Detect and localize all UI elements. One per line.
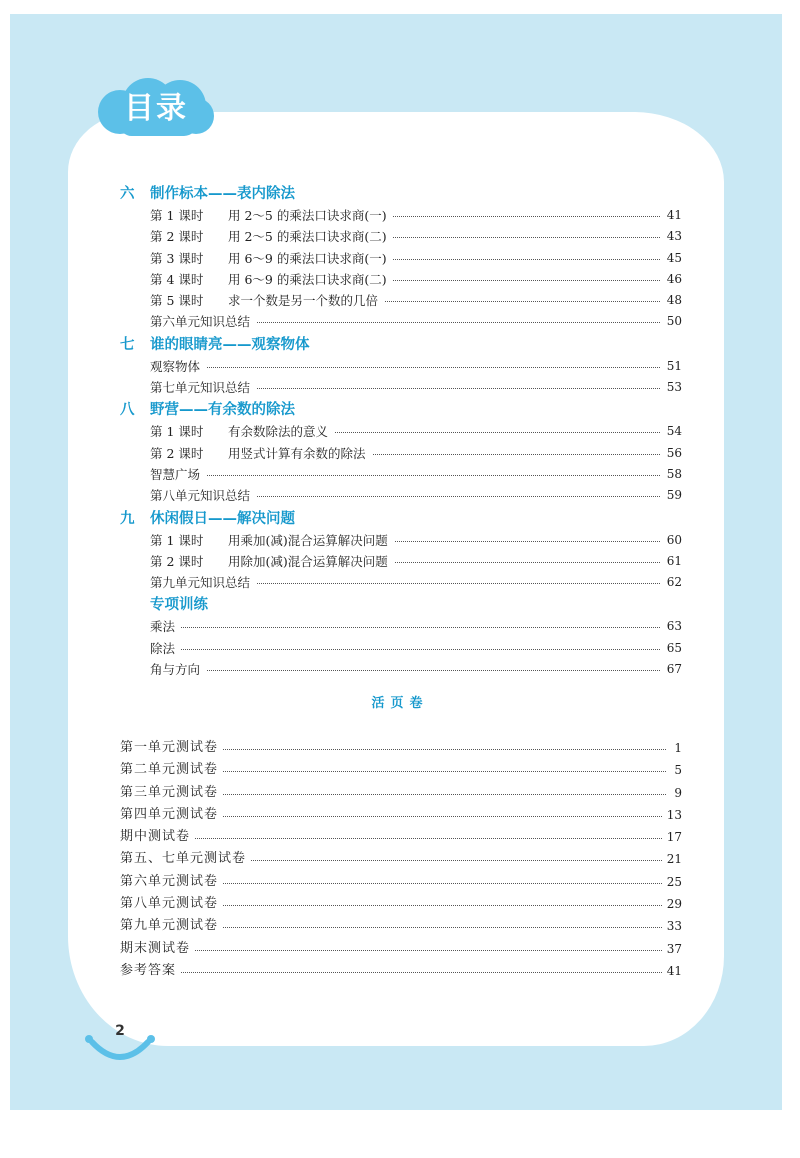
test-entry-label: 第二单元测试卷 [120,762,222,777]
toc-entry-label [150,272,393,287]
page-number-badge [80,1018,160,1068]
toc-entry[interactable] [150,616,682,637]
toc-entry[interactable] [150,421,682,442]
lesson-number: 第 1 课时 [150,532,204,548]
chapter-number: 八 [120,402,135,419]
test-entry-label: 期中测试卷 [120,829,194,844]
page-ref: 56 [661,443,682,464]
lesson-number: 第 2 课时 [150,229,204,245]
page-ref: 60 [661,530,682,551]
lesson-title: 用除加(减)混合运算解决问题 [228,553,388,569]
test-entry[interactable] [120,960,682,982]
lesson-title: 第七单元知识总结 [150,380,251,396]
toc-entry-label [150,380,256,395]
toc-entry-label [150,251,393,266]
toc-entry-label [150,293,384,308]
page-ref: 54 [661,421,682,442]
toc-entry[interactable] [150,311,682,332]
page-ref: 67 [661,659,682,680]
toc-entry[interactable] [150,226,682,247]
test-entry-label: 第四单元测试卷 [120,807,222,822]
toc-entry-label [150,359,206,374]
lesson-title: 用 2～5 的乘法口诀求商(二) [228,229,387,245]
chapter-heading[interactable] [120,184,682,205]
toc-entry-label [150,554,394,569]
dot-leader [150,367,660,368]
toc-entry-label [150,314,256,329]
page-ref: 65 [661,638,682,659]
toc-entry-label [150,229,393,244]
test-entry-label: 第五、七单元测试卷 [120,851,250,866]
chapter-heading[interactable] [120,509,682,530]
test-entry[interactable] [120,737,682,759]
page-ref: 1 [670,737,682,759]
lesson-title: 除法 [150,640,176,656]
toc-entry[interactable] [150,269,682,290]
toc-entry[interactable] [150,248,682,269]
toc-entry[interactable] [150,530,682,551]
test-entry[interactable] [120,893,682,915]
toc-entry-label [150,488,256,503]
toc-entry[interactable] [150,377,682,398]
page-ref: 51 [661,356,682,377]
lesson-title: 用乘加(减)混合运算解决问题 [228,532,388,548]
lesson-title: 用竖式计算有余数的除法 [228,445,366,461]
page-ref: 46 [661,269,682,290]
lesson-number: 第 5 课时 [150,293,204,309]
toc-entry[interactable] [150,485,682,506]
test-entry[interactable] [120,915,682,937]
lesson-number: 第 2 课时 [150,553,204,569]
toc-entry[interactable] [150,638,682,659]
chapter-heading[interactable] [120,400,682,421]
lesson-title: 智慧广场 [150,466,201,482]
page-ref: 41 [663,960,682,982]
title-badge [98,78,214,140]
page-ref: 43 [661,226,682,247]
page-ref: 62 [661,572,682,593]
toc-entry[interactable] [150,659,682,680]
page-ref: 58 [661,464,682,485]
lesson-number: 第 1 课时 [150,208,204,223]
test-entry-label: 第一单元测试卷 [120,740,222,755]
lesson-number: 第 4 课时 [150,271,204,287]
page-ref: 21 [663,848,682,870]
page-ref: 63 [661,616,682,637]
toc-entry-label [150,533,394,548]
lesson-title: 求一个数是另一个数的几倍 [228,293,379,309]
page-number: 2 [115,1023,125,1039]
dot-leader [150,627,660,628]
page-ref: 48 [661,290,682,311]
chapter-title: 谁的眼睛亮——观察物体 [150,336,310,353]
toc-entry-label [150,208,393,223]
page-ref: 29 [663,893,682,915]
test-entry[interactable] [120,938,682,960]
test-list [120,737,682,982]
toc-entry-label [150,575,256,590]
test-entry-label: 参考答案 [120,963,180,978]
page-ref: 41 [661,205,682,226]
page-ref: 53 [661,377,682,398]
toc-entry[interactable] [150,551,682,572]
chapter-heading[interactable] [120,595,682,616]
page-ref: 9 [670,782,682,804]
page-ref: 33 [663,915,682,937]
test-entry[interactable] [120,826,682,848]
dot-leader [150,475,660,476]
chapter-title: 休闲假日——解决问题 [150,510,295,527]
page-ref: 25 [663,871,682,893]
lesson-title: 用 6～9 的乘法口诀求商(二) [228,271,387,287]
lesson-title: 用 2～5 的乘法口诀求商(一) [228,208,387,223]
lesson-title: 第九单元知识总结 [150,575,251,591]
lesson-title: 有余数除法的意义 [228,424,329,440]
lesson-title: 第六单元知识总结 [150,314,251,330]
chapter-number: 九 [120,510,135,527]
lesson-title: 角与方向 [150,662,201,678]
toc-entry[interactable] [150,290,682,311]
chapter-heading[interactable] [120,335,682,356]
page-title: 目录 [124,91,188,126]
lesson-title: 第八单元知识总结 [150,488,251,504]
test-entry-label: 第九单元测试卷 [120,918,222,933]
toc-entry[interactable] [150,572,682,593]
toc-entry[interactable] [150,443,682,464]
lesson-number: 第 1 课时 [150,424,204,440]
toc-entry[interactable] [150,205,682,226]
page-ref: 37 [663,938,682,960]
dot-leader [150,670,660,671]
lesson-number: 第 2 课时 [150,445,204,461]
test-entry[interactable] [120,871,682,893]
chapter-number: 七 [120,336,135,353]
lesson-title: 观察物体 [150,358,201,374]
lesson-title: 乘法 [150,619,176,635]
toc-entry-label [150,467,206,482]
chapter-title: 专项训练 [150,597,208,614]
page-ref: 13 [663,804,682,826]
chapter-title: 野营——有余数的除法 [150,402,295,419]
page-ref: 59 [661,485,682,506]
toc-entry-label [150,619,181,634]
page-ref: 45 [661,248,682,269]
dot-leader [150,649,660,650]
toc-entry[interactable] [150,356,682,377]
chapter-title: 制作标本——表内除法 [150,186,295,202]
page-ref: 5 [670,759,682,781]
dot-leader [120,838,666,839]
toc-entry-label [150,446,372,461]
test-entry[interactable] [120,848,682,870]
toc-entry-label [150,662,206,677]
page-ref: 50 [661,311,682,332]
test-entry[interactable] [120,782,682,804]
table-of-contents [120,182,682,680]
dot-leader [120,972,666,973]
lesson-number: 第 3 课时 [150,250,204,266]
test-entry[interactable] [120,804,682,826]
page-ref: 17 [663,826,682,848]
toc-entry[interactable] [150,464,682,485]
lesson-title: 用 6～9 的乘法口诀求商(一) [228,250,387,266]
page-ref: 61 [661,551,682,572]
chapter-number: 六 [120,186,135,202]
test-entry-label: 第八单元测试卷 [120,896,222,911]
test-entry-label: 第三单元测试卷 [120,785,222,800]
toc-entry-label [150,641,181,656]
test-entry[interactable] [120,759,682,781]
test-entry-label: 第六单元测试卷 [120,874,222,889]
dot-leader [120,950,666,951]
test-entry-label: 期末测试卷 [120,941,194,956]
section-title: 活页卷 [371,696,429,711]
toc-entry-label [150,424,334,439]
